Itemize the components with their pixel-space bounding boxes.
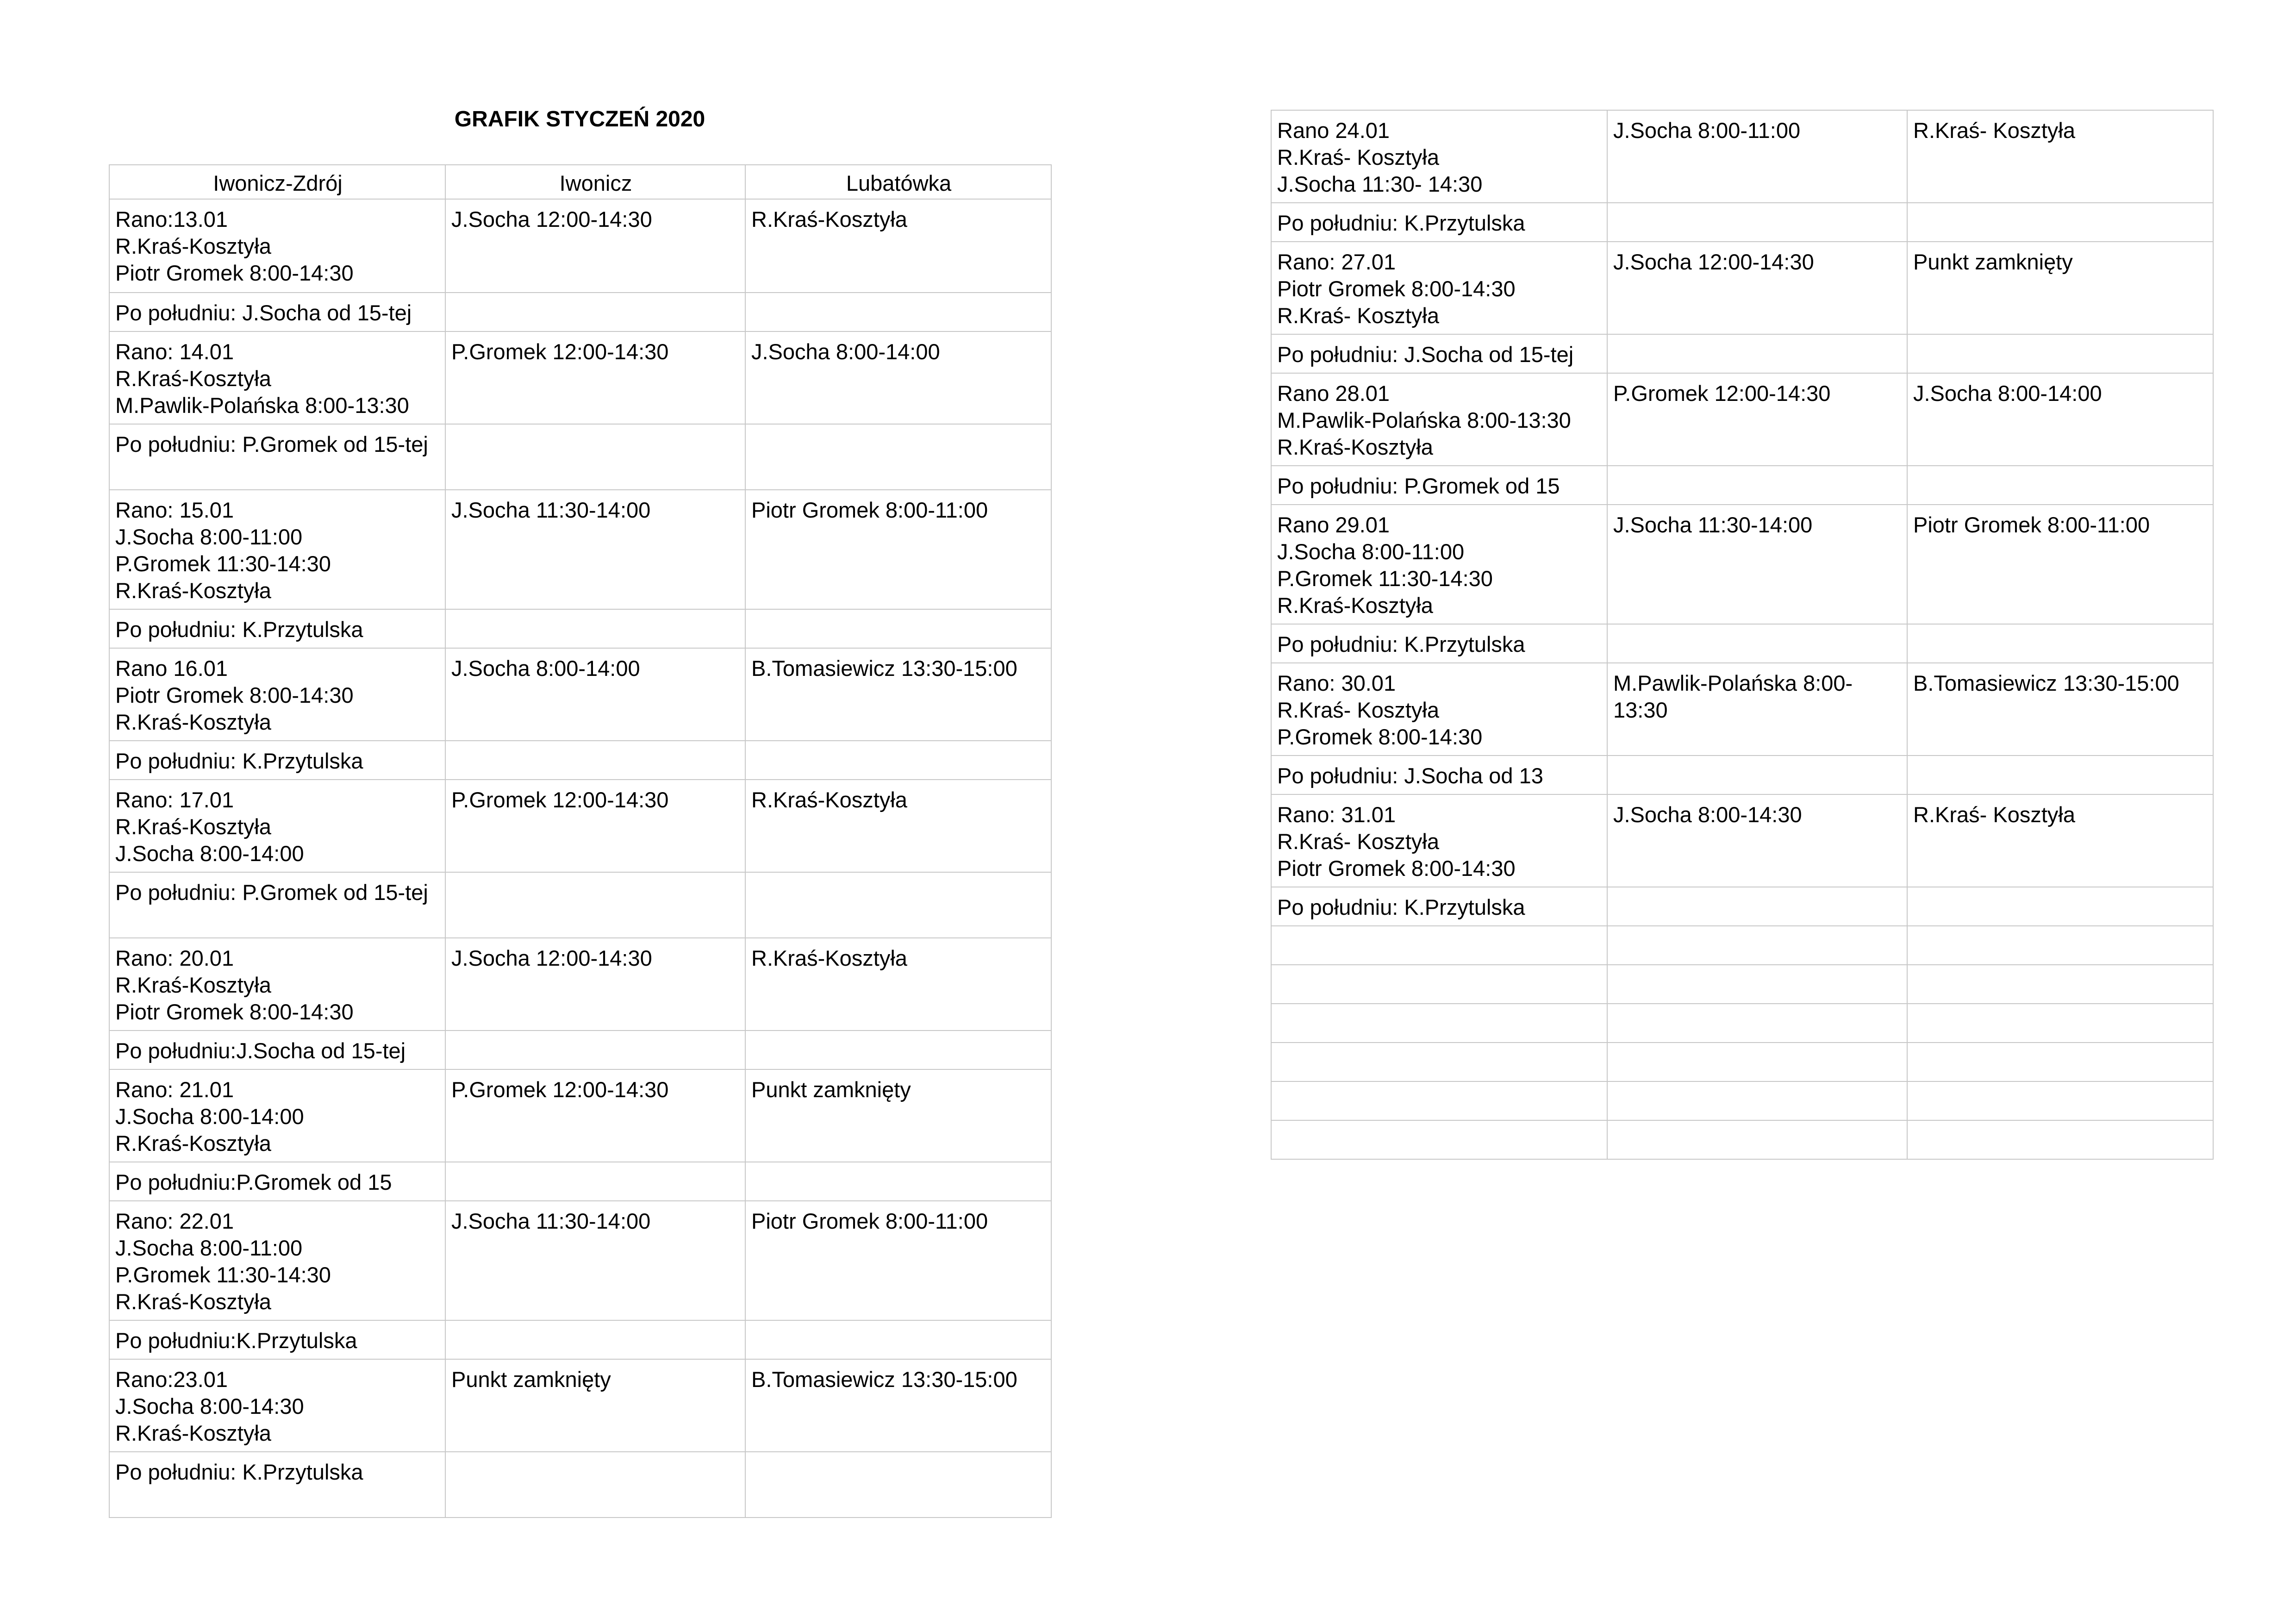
table-cell bbox=[1907, 756, 2213, 794]
table-row bbox=[109, 331, 1051, 424]
table-cell bbox=[1271, 1004, 1607, 1043]
table-cell: Rano 24.01 R.Kraś- Kosztyła J.Socha 11:30- 14:30 bbox=[1271, 110, 1607, 203]
table-cell: Punkt zamknięty bbox=[1907, 242, 2213, 334]
table-cell bbox=[1607, 624, 1907, 663]
table-cell: Rano: 15.01 J.Socha 8:00-11:00 P.Gromek 11:30-14:30 R.Kraś-Kosztyła bbox=[109, 490, 445, 609]
table-cell: B.Tomasiewicz 13:30-15:00 bbox=[1907, 663, 2213, 756]
table-cell bbox=[745, 1452, 1051, 1518]
table-cell bbox=[1271, 926, 1607, 965]
table-cell bbox=[1271, 1120, 1607, 1159]
table-row bbox=[1271, 373, 2213, 466]
table-cell: Po południu:J.Socha od 15-tej bbox=[109, 1031, 445, 1069]
table-cell bbox=[445, 424, 745, 490]
table-cell bbox=[445, 1162, 745, 1201]
table-cell bbox=[1907, 624, 2213, 663]
table-cell bbox=[1907, 1043, 2213, 1081]
table-cell: Po południu: K.Przytulska bbox=[109, 609, 445, 648]
table-cell: Po południu: K.Przytulska bbox=[1271, 887, 1607, 926]
table-cell: R.Kraś-Kosztyła bbox=[745, 938, 1051, 1031]
table-row bbox=[109, 1162, 1051, 1201]
table-cell: J.Socha 8:00-14:00 bbox=[1907, 373, 2213, 466]
table-cell bbox=[745, 872, 1051, 938]
table-cell: J.Socha 8:00-14:30 bbox=[1607, 794, 1907, 887]
column-header-iwonicz: Iwonicz bbox=[445, 165, 745, 199]
table-cell: Rano: 30.01 R.Kraś- Kosztyła P.Gromek 8:00-14:30 bbox=[1271, 663, 1607, 756]
table-row bbox=[1271, 1081, 2213, 1120]
table-row bbox=[1271, 794, 2213, 887]
table-cell: J.Socha 12:00-14:30 bbox=[445, 938, 745, 1031]
table-cell: Rano: 14.01 R.Kraś-Kosztyła M.Pawlik-Polańska 8:00-13:30 bbox=[109, 331, 445, 424]
table-cell bbox=[1907, 1120, 2213, 1159]
table-cell bbox=[1907, 203, 2213, 242]
table-cell bbox=[1607, 926, 1907, 965]
table-cell: Rano: 22.01 J.Socha 8:00-11:00 P.Gromek 11:30-14:30 R.Kraś-Kosztyła bbox=[109, 1201, 445, 1320]
table-cell bbox=[1271, 1081, 1607, 1120]
table-cell bbox=[1607, 334, 1907, 373]
table-cell: J.Socha 11:30-14:00 bbox=[445, 490, 745, 609]
table-cell: Po południu: K.Przytulska bbox=[109, 741, 445, 780]
table-cell: Rano: 21.01 J.Socha 8:00-14:00 R.Kraś-Kosztyła bbox=[109, 1069, 445, 1162]
table-row bbox=[1271, 1120, 2213, 1159]
table-row bbox=[1271, 505, 2213, 624]
table-cell bbox=[745, 741, 1051, 780]
table-cell: Rano: 27.01 Piotr Gromek 8:00-14:30 R.Kraś- Kosztyła bbox=[1271, 242, 1607, 334]
table-cell: Rano: 31.01 R.Kraś- Kosztyła Piotr Gromek 8:00-14:30 bbox=[1271, 794, 1607, 887]
table-row bbox=[1271, 1004, 2213, 1043]
table-row bbox=[109, 199, 1051, 293]
table-cell: J.Socha 12:00-14:30 bbox=[1607, 242, 1907, 334]
table-cell: Piotr Gromek 8:00-11:00 bbox=[1907, 505, 2213, 624]
table-cell bbox=[1607, 1043, 1907, 1081]
table-cell bbox=[745, 293, 1051, 331]
table-cell bbox=[1607, 203, 1907, 242]
table-cell bbox=[1271, 1043, 1607, 1081]
table-row bbox=[109, 1320, 1051, 1359]
table-row bbox=[1271, 110, 2213, 203]
table-row bbox=[1271, 663, 2213, 756]
table-row bbox=[109, 1069, 1051, 1162]
table-cell: B.Tomasiewicz 13:30-15:00 bbox=[745, 648, 1051, 741]
table-cell: Po południu: K.Przytulska bbox=[1271, 203, 1607, 242]
table-cell bbox=[1607, 756, 1907, 794]
table-cell bbox=[445, 741, 745, 780]
table-row bbox=[109, 1031, 1051, 1069]
table-cell bbox=[1607, 887, 1907, 926]
table-cell: Piotr Gromek 8:00-11:00 bbox=[745, 1201, 1051, 1320]
table-cell bbox=[1607, 1004, 1907, 1043]
table-cell: Rano:13.01 R.Kraś-Kosztyła Piotr Gromek 8:00-14:30 bbox=[109, 199, 445, 293]
table-row bbox=[109, 780, 1051, 872]
table-cell: J.Socha 8:00-14:00 bbox=[445, 648, 745, 741]
table-cell bbox=[1907, 887, 2213, 926]
table-cell bbox=[1607, 466, 1907, 505]
table-cell bbox=[1607, 1081, 1907, 1120]
table-cell: Punkt zamknięty bbox=[445, 1359, 745, 1452]
table-cell: Po południu: P.Gromek od 15-tej bbox=[109, 872, 445, 938]
table-cell bbox=[445, 1031, 745, 1069]
table-cell bbox=[1907, 334, 2213, 373]
table-row bbox=[109, 1452, 1051, 1518]
table-cell bbox=[745, 609, 1051, 648]
table-row bbox=[109, 648, 1051, 741]
page-title: GRAFIK STYCZEŃ 2020 bbox=[454, 107, 705, 131]
table-cell: R.Kraś- Kosztyła bbox=[1907, 110, 2213, 203]
table-cell: J.Socha 12:00-14:30 bbox=[445, 199, 745, 293]
table-cell: Po południu: K.Przytulska bbox=[1271, 624, 1607, 663]
table-row bbox=[1271, 756, 2213, 794]
table-cell: Piotr Gromek 8:00-11:00 bbox=[745, 490, 1051, 609]
table-cell bbox=[445, 1452, 745, 1518]
table-cell: Rano: 20.01 R.Kraś-Kosztyła Piotr Gromek 8:00-14:30 bbox=[109, 938, 445, 1031]
table-cell: Po południu: K.Przytulska bbox=[109, 1452, 445, 1518]
table-cell: Po południu: P.Gromek od 15 bbox=[1271, 466, 1607, 505]
table-row bbox=[1271, 242, 2213, 334]
table-header-row bbox=[109, 165, 1051, 199]
table-row bbox=[109, 293, 1051, 331]
table-row bbox=[1271, 965, 2213, 1004]
table-row bbox=[109, 490, 1051, 609]
table-row bbox=[1271, 466, 2213, 505]
table-cell bbox=[1607, 1120, 1907, 1159]
table-cell: R.Kraś-Kosztyła bbox=[745, 199, 1051, 293]
table-cell bbox=[1907, 965, 2213, 1004]
table-row bbox=[109, 938, 1051, 1031]
table-cell bbox=[1907, 1081, 2213, 1120]
table-cell bbox=[745, 1031, 1051, 1069]
table-cell bbox=[745, 1162, 1051, 1201]
table-cell: Rano 29.01 J.Socha 8:00-11:00 P.Gromek 11:30-14:30 R.Kraś-Kosztyła bbox=[1271, 505, 1607, 624]
table-cell: Rano 16.01 Piotr Gromek 8:00-14:30 R.Kraś-Kosztyła bbox=[109, 648, 445, 741]
table-cell bbox=[745, 1320, 1051, 1359]
schedule-table-left bbox=[109, 164, 1052, 1518]
table-row bbox=[109, 1201, 1051, 1320]
table-row bbox=[1271, 334, 2213, 373]
table-cell: Po południu: J.Socha od 15-tej bbox=[1271, 334, 1607, 373]
table-row bbox=[1271, 1043, 2213, 1081]
table-cell: Rano:23.01 J.Socha 8:00-14:30 R.Kraś-Kosztyła bbox=[109, 1359, 445, 1452]
table-cell: P.Gromek 12:00-14:30 bbox=[445, 331, 745, 424]
schedule-table-right bbox=[1271, 110, 2214, 1160]
table-cell bbox=[445, 872, 745, 938]
table-cell bbox=[445, 609, 745, 648]
table-cell: R.Kraś-Kosztyła bbox=[745, 780, 1051, 872]
table-cell: Po południu:K.Przytulska bbox=[109, 1320, 445, 1359]
table-cell: J.Socha 8:00-14:00 bbox=[745, 331, 1051, 424]
column-header-lubatowka: Lubatówka bbox=[745, 165, 1051, 199]
table-cell: Po południu: P.Gromek od 15-tej bbox=[109, 424, 445, 490]
table-cell: M.Pawlik-Polańska 8:00-13:30 bbox=[1607, 663, 1907, 756]
table-cell bbox=[1907, 926, 2213, 965]
table-row bbox=[109, 741, 1051, 780]
table-cell bbox=[1907, 466, 2213, 505]
table-row bbox=[109, 424, 1051, 490]
table-cell: Po południu:P.Gromek od 15 bbox=[109, 1162, 445, 1201]
table-cell: J.Socha 8:00-11:00 bbox=[1607, 110, 1907, 203]
table-cell: J.Socha 11:30-14:00 bbox=[445, 1201, 745, 1320]
table-cell bbox=[1907, 1004, 2213, 1043]
table-cell bbox=[445, 293, 745, 331]
column-header-iwonicz-zdroj: Iwonicz-Zdrój bbox=[109, 165, 445, 199]
table-cell: B.Tomasiewicz 13:30-15:00 bbox=[745, 1359, 1051, 1452]
table-cell: Po południu: J.Socha od 13 bbox=[1271, 756, 1607, 794]
table-cell: J.Socha 11:30-14:00 bbox=[1607, 505, 1907, 624]
table-cell: Rano 28.01 M.Pawlik-Polańska 8:00-13:30 R.Kraś-Kosztyła bbox=[1271, 373, 1607, 466]
table-cell: Punkt zamknięty bbox=[745, 1069, 1051, 1162]
table-row bbox=[109, 1359, 1051, 1452]
table-cell bbox=[1607, 965, 1907, 1004]
table-row bbox=[1271, 203, 2213, 242]
table-cell: P.Gromek 12:00-14:30 bbox=[1607, 373, 1907, 466]
table-cell: P.Gromek 12:00-14:30 bbox=[445, 780, 745, 872]
table-cell: Po południu: J.Socha od 15-tej bbox=[109, 293, 445, 331]
table-row bbox=[1271, 926, 2213, 965]
table-row bbox=[109, 872, 1051, 938]
table-cell bbox=[445, 1320, 745, 1359]
table-cell: R.Kraś- Kosztyła bbox=[1907, 794, 2213, 887]
table-cell: P.Gromek 12:00-14:30 bbox=[445, 1069, 745, 1162]
table-cell: Rano: 17.01 R.Kraś-Kosztyła J.Socha 8:00-14:00 bbox=[109, 780, 445, 872]
table-row bbox=[1271, 624, 2213, 663]
table-cell bbox=[1271, 965, 1607, 1004]
table-row bbox=[109, 609, 1051, 648]
table-row bbox=[1271, 887, 2213, 926]
table-cell bbox=[745, 424, 1051, 490]
